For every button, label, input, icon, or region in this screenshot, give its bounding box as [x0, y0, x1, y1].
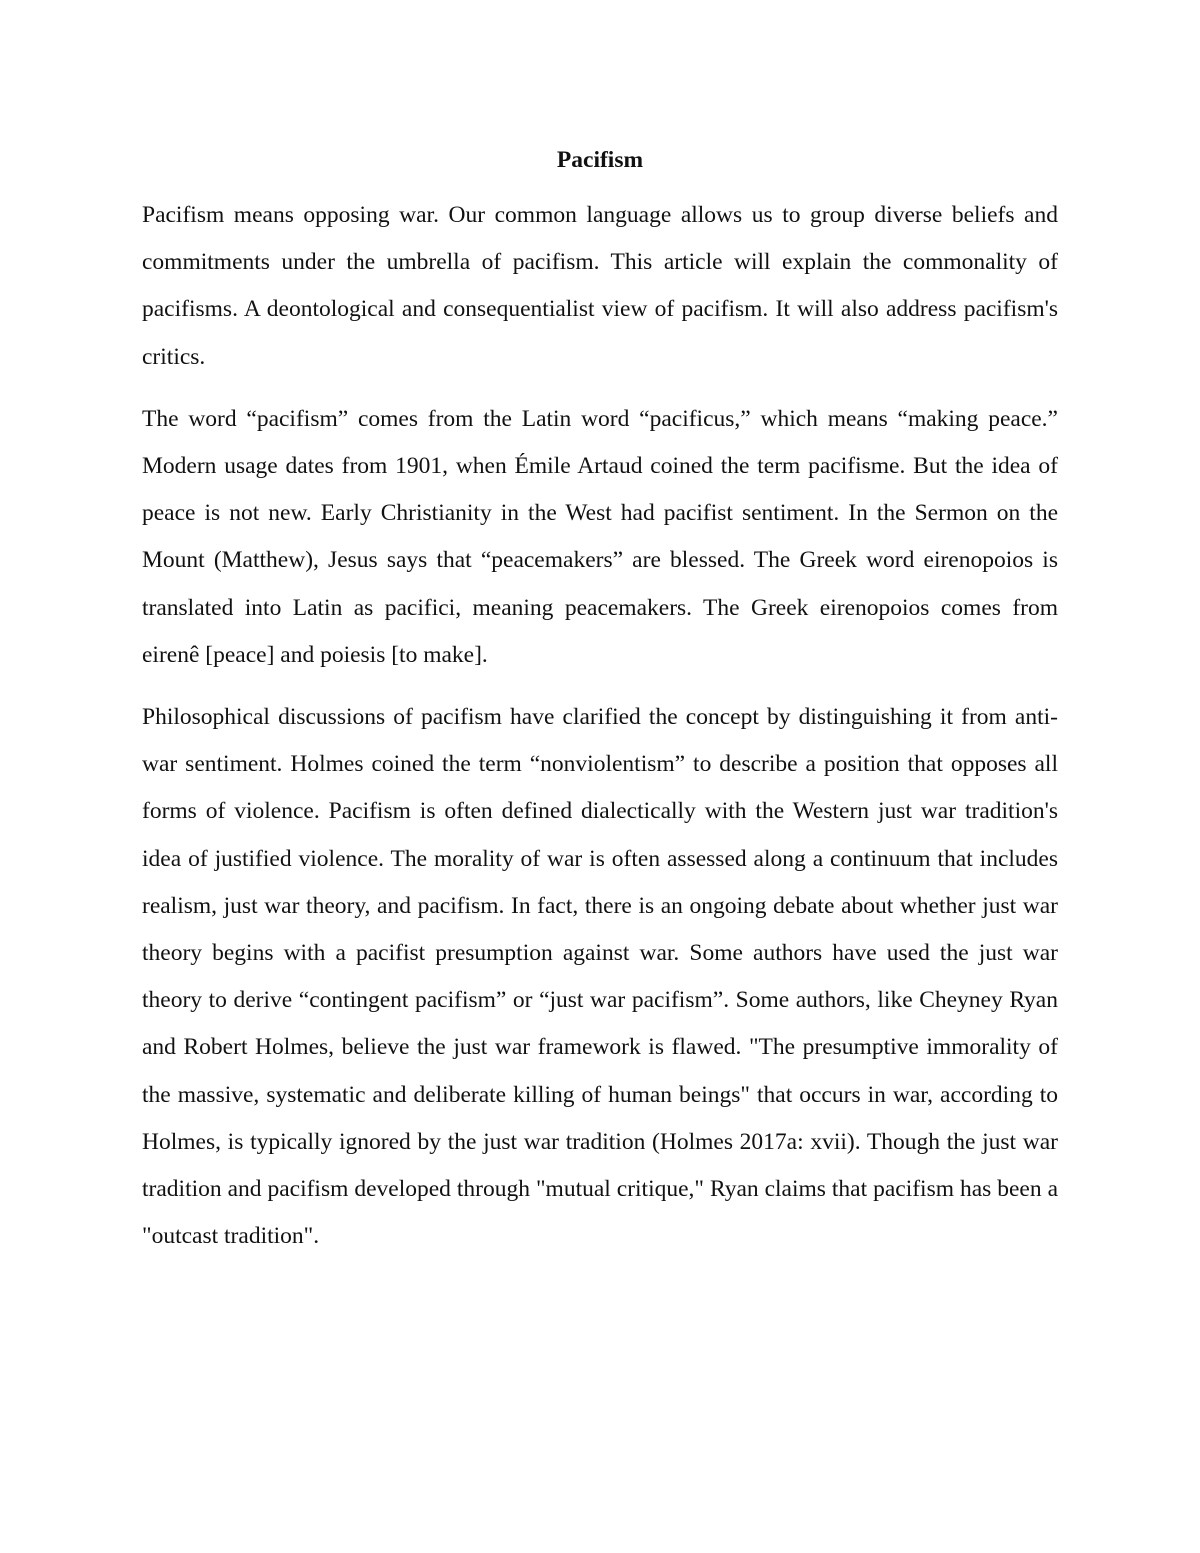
paragraph-philosophical-discussion: Philosophical discussions of pacifism have clarified the concept by distinguishing it from anti-war sentiment. Holmes coined the term “nonviolentism” to describe a position that opposes all forms of violence. Pacifism is often defined dialectically with the Western just war tradition's idea of justified violence. The morality of war is often assessed along a continuum that includes realism, just war theory, and pacifism. In fact, there is an ongoing debate about whether just war theory begins with a pacifist presumption against war. Some authors have used the just war theory to derive “contingent pacifism” or “just war pacifism”. Some authors, like Cheyney Ryan and Robert Holmes, believe the just war framework is flawed. "The presumptive immorality of the massive, systematic and deliberate killing of human beings" that occurs in war, according to Holmes, is typically ignored by the just war tradition (Holmes 2017a: xvii). Though the just war tradition and pacifism developed through "mutual critique," Ryan claims that pacifism has been a "outcast tradition".	[142, 704, 1058, 1250]
page-title: Pacifism	[556, 147, 644, 173]
paragraph-introduction: Pacifism means opposing war. Our common language allows us to group diverse beliefs and commitments under the umbrella of pacifism. This article will explain the commonality of pacifisms. A deontological and consequentialist view of pacifism. It will also address pacifism's critics.	[142, 202, 1058, 370]
paragraph-etymology: The word “pacifism” comes from the Latin word “pacificus,” which means “making peace.” Modern usage dates from 1901, when Émile Artaud coined the term pacifisme. But the idea of peace is not new. Early Christianity in the West had pacifist sentiment. In the Sermon on the Mount (Matthew), Jesus says that “peacemakers” are blessed. The Greek word eirenopoios is translated into Latin as pacifici, meaning peacemakers. The Greek eirenopoios comes from eirenê [peace] and poiesis [to make].	[142, 405, 1058, 668]
document-body	[142, 140, 1058, 1275]
